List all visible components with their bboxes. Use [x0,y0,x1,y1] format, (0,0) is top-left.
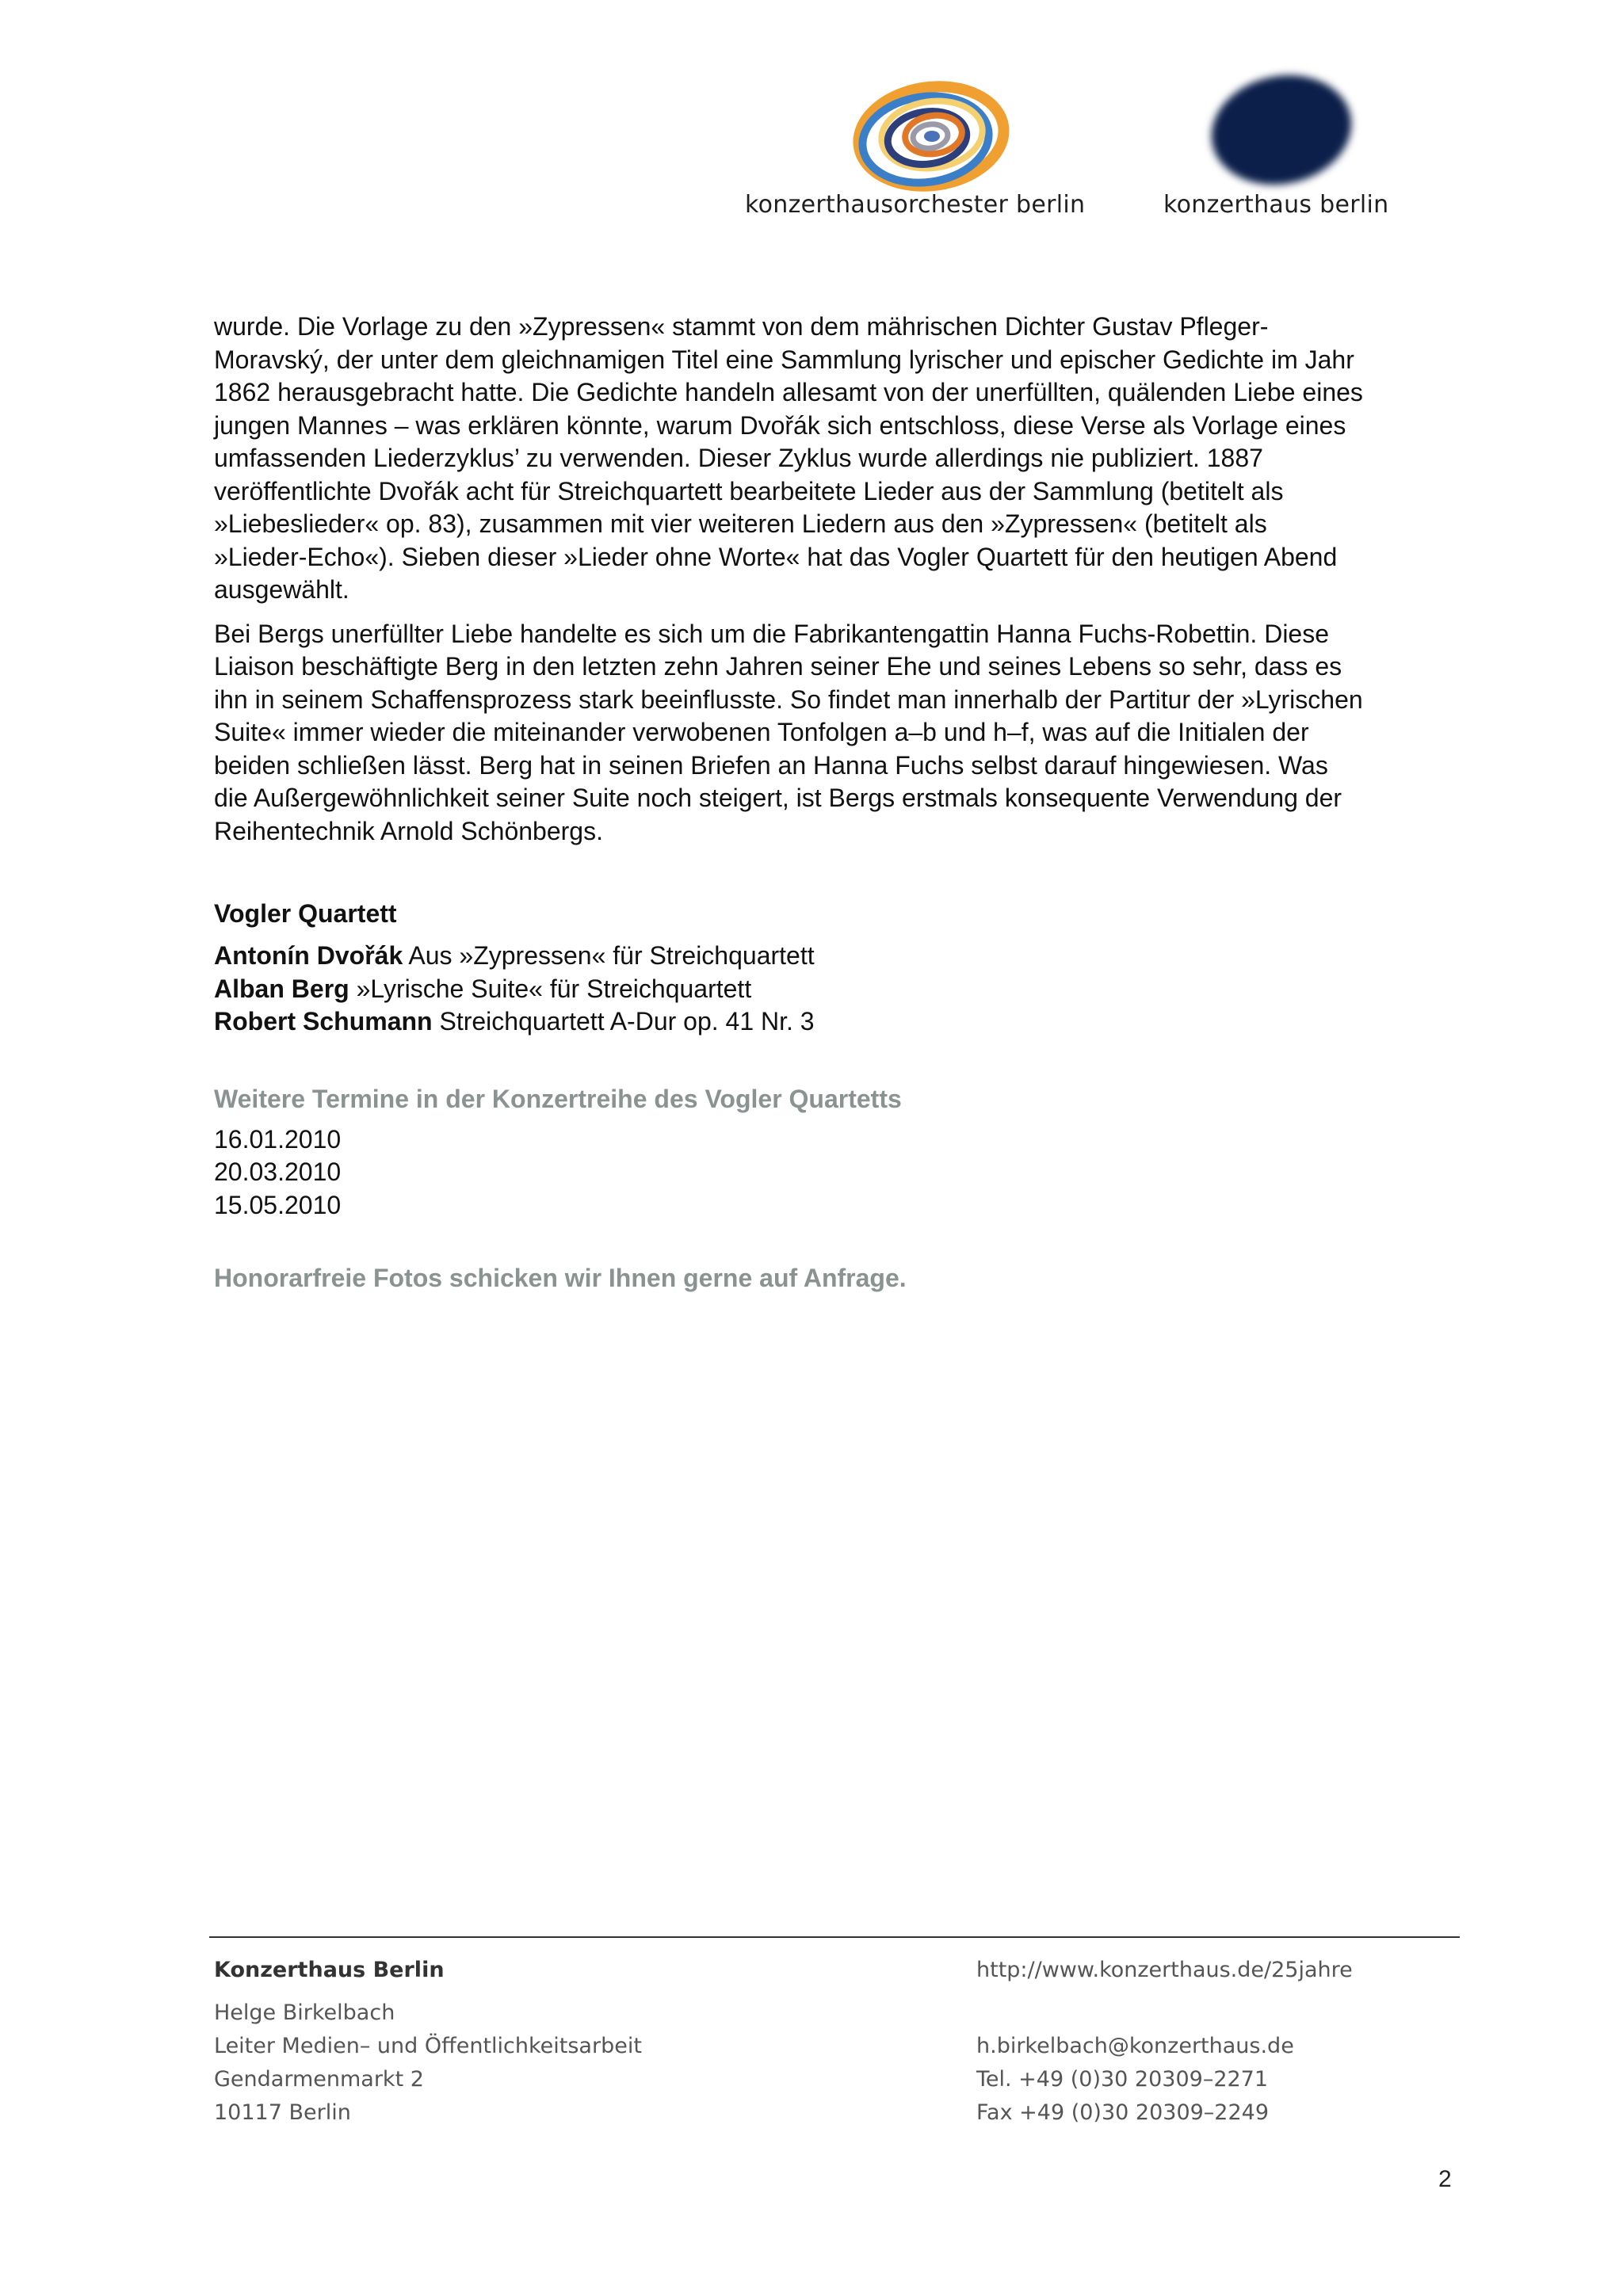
composer-name: Alban Berg [214,974,349,1003]
date-item: 15.05.2010 [214,1190,342,1219]
text-line: jungen Mannes – was erklären könnte, warum Dvořák sich entschloss, diese Verse als Vorlage eines [214,410,1346,440]
footer-organization: Konzerthaus Berlin [214,1958,445,1982]
program-item [214,1005,1466,1039]
footer-contact [976,1954,1353,2130]
phone-number: Tel. +49 (0)30 20309–2271 [976,2067,1269,2092]
contact-role: Leiter Medien– und Öffentlichkeitsarbeit [214,2034,642,2058]
orchestra-logo-text: konzerthausorchester berlin [745,191,1086,219]
house-logo-text: konzerthaus berlin [1163,191,1389,219]
text-line: wurde. Die Vorlage zu den »Zypressen« stammt von dem mährischen Dichter Gustav Pfleger- [214,312,1269,341]
website-link[interactable]: http://www.konzerthaus.de/25jahre [976,1958,1353,1982]
text-line: umfassenden Liederzyklus’ zu verwenden. Dieser Zyklus wurde allerdings nie publiziert. 1887 [214,444,1263,472]
paragraph-berg [214,618,1466,849]
text-line: Reihentechnik Arnold Schönbergs. [214,816,603,845]
text-line: Liaison beschäftigte Berg in den letzten zehn Jahren seiner Ehe und seines Lebens so sehr, dass es [214,652,1342,681]
konzerthausorchester-logo [745,79,1109,230]
text-line: ihn in seinem Schaffensprozess stark beeinflusste. So findet man innerhalb der Partitur der »Lyrischen [214,685,1363,714]
program-item [214,973,1466,1006]
text-line: die Außergewöhnlichkeit seiner Suite noch steigert, ist Bergs erstmals konsequente Verwendung der [214,784,1342,812]
photo-note: Honorarfreie Fotos schicken wir Ihnen gerne auf Anfrage. [214,1264,907,1292]
paragraph-zypressen [214,311,1466,607]
work-title: Streichquartett A-Dur op. 41 Nr. 3 [439,1007,815,1035]
concentric-rings-icon [848,79,1014,198]
text-line: »Liebeslieder« op. 83), zusammen mit vier weiteren Liedern aus den »Zypressen« (betitelt als [214,509,1267,538]
page-number: 2 [1438,2166,1452,2192]
text-line: beiden schließen lässt. Berg hat in seinen Briefen an Hanna Fuchs selbst darauf hingewiesen. Was [214,750,1328,780]
contact-name: Helge Birkelbach [214,2000,395,2025]
work-title: Aus »Zypressen« für Streichquartett [408,941,815,970]
date-item: 20.03.2010 [214,1158,342,1186]
text-line: Moravský, der unter dem gleichnamigen Titel eine Sammlung lyrischer und epischer Gedichte im Jahr [214,345,1354,374]
konzerthaus-logo [1157,76,1411,230]
dates-heading: Weitere Termine in der Konzertreihe des Vogler Quartetts [214,1084,902,1113]
composer-name: Antonín Dvořák [214,941,403,970]
street-address: Gendarmenmarkt 2 [214,2067,424,2092]
city-address: 10117 Berlin [214,2100,351,2125]
composer-name: Robert Schumann [214,1007,433,1035]
footer-divider [209,1936,1460,1938]
work-title: »Lyrische Suite« für Streichquartett [356,974,752,1003]
main-content [214,311,1466,1295]
date-item: 16.01.2010 [214,1124,342,1154]
fax-number: Fax +49 (0)30 20309–2249 [976,2100,1270,2125]
email-link[interactable]: h.birkelbach@konzerthaus.de [976,2034,1294,2058]
text-line: Suite« immer wieder die miteinander verwobenen Tonfolgen a–b und h–f, was auf die Initialen der [214,718,1309,746]
text-line: ausgewählt. [214,575,349,604]
navy-oval-icon [1201,63,1361,197]
text-line: veröffentlichte Dvořák acht für Streichquartett bearbeitete Lieder aus der Sammlung (betitelt als [214,476,1284,505]
text-line: Bei Bergs unerfüllter Liebe handelte es sich um die Fabrikantengattin Hanna Fuchs-Robettin. Diese [214,619,1330,648]
text-line: »Lieder-Echo«). Sieben dieser »Lieder ohne Worte« hat das Vogler Quartett für den heutigen Abend [214,542,1338,571]
ensemble-title: Vogler Quartett [214,899,397,928]
footer-address [214,1954,642,2130]
program-item [214,940,1466,973]
text-line: 1862 herausgebracht hatte. Die Gedichte handeln allesamt von der unerfüllten, quälenden Liebe eines [214,378,1363,406]
